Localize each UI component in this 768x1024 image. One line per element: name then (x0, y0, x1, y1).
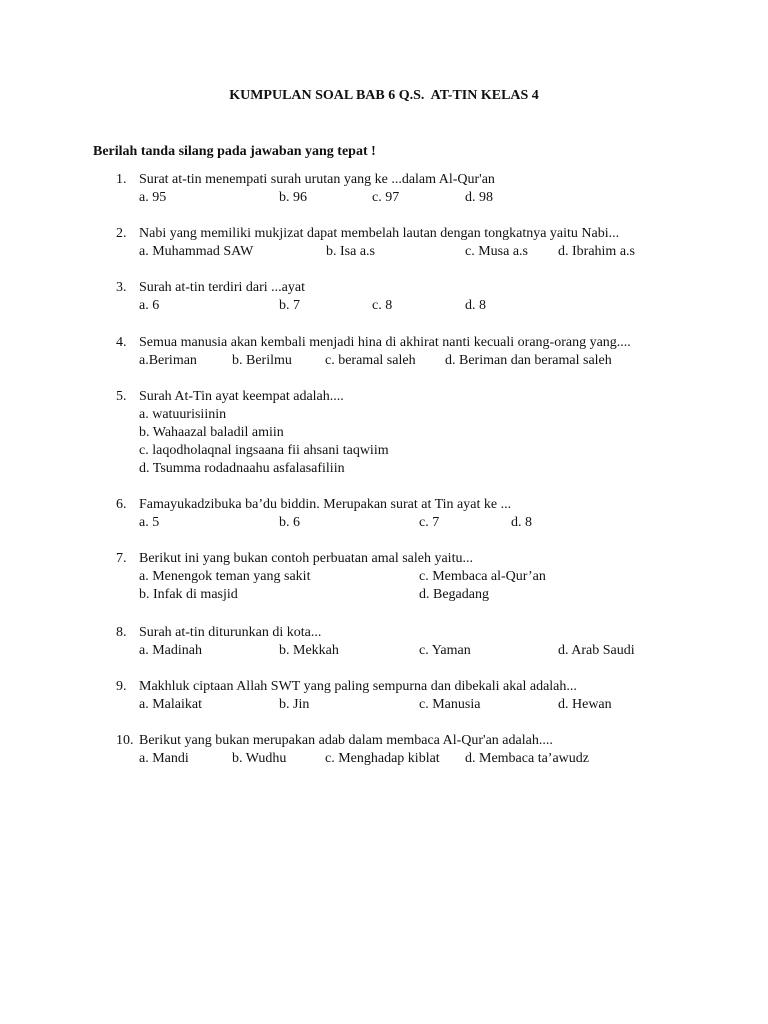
question-number: 6. (116, 497, 127, 512)
option-c: c. Menghadap kiblat (325, 751, 440, 766)
question-text: Surah At-Tin ayat keempat adalah.... (139, 389, 344, 404)
option-c: c. 7 (419, 515, 440, 530)
option-b: b. 7 (279, 298, 300, 313)
question-text: Surah at-tin diturunkan di kota... (139, 625, 322, 640)
option-b: b. Wudhu (232, 751, 287, 766)
option-b: b. 96 (279, 190, 307, 205)
option-d: d. Beriman dan beramal saleh (445, 353, 612, 368)
option-d: d. Arab Saudi (558, 643, 635, 658)
question-text: Famayukadzibuka ba’du biddin. Merupakan surat at Tin ayat ke ... (139, 497, 512, 512)
question-number: 8. (116, 625, 127, 640)
option-a: a. Malaikat (139, 697, 202, 712)
option-d: d. Membaca ta’awudz (465, 751, 589, 766)
option-c: c. Yaman (419, 643, 471, 658)
option-a: a. 5 (139, 515, 160, 530)
question-number: 3. (116, 280, 127, 295)
option-c: c. Manusia (419, 697, 481, 712)
option-a: a. Muhammad SAW (139, 244, 254, 259)
option-b: b. Jin (279, 697, 310, 712)
question-number: 9. (116, 679, 127, 694)
question-text: Berikut yang bukan merupakan adab dalam membaca Al-Qur'an adalah.... (139, 733, 553, 748)
option-a: a. Menengok teman yang sakit (139, 569, 311, 584)
option-b: b. Infak di masjid (139, 587, 238, 602)
option-b: b. 6 (279, 515, 300, 530)
option-d: d. 8 (511, 515, 532, 530)
option-a: a. 6 (139, 298, 160, 313)
question-text: Nabi yang memiliki mukjizat dapat membelah lautan dengan tongkatnya yaitu Nabi... (139, 226, 620, 241)
question-number: 10. (116, 733, 134, 748)
option-b: b. Berilmu (232, 353, 292, 368)
option-c: c. 97 (372, 190, 400, 205)
question-text: Surah at-tin terdiri dari ...ayat (139, 280, 305, 295)
option-a: a. 95 (139, 190, 167, 205)
option-d: d. Hewan (558, 697, 612, 712)
option-a: a.Beriman (139, 353, 197, 368)
option-a: a. Madinah (139, 643, 202, 658)
option-c: c. Membaca al-Qur’an (419, 569, 546, 584)
option-c: c. 8 (372, 298, 393, 313)
option-b: b. Wahaazal baladil amiin (139, 425, 284, 440)
question-text: Surat at-tin menempati surah urutan yang ke ...dalam Al-Qur'an (139, 172, 495, 187)
option-d: d. Begadang (419, 587, 489, 602)
question-number: 1. (116, 172, 127, 187)
option-d: d. 8 (465, 298, 486, 313)
option-c: c. Musa a.s (465, 244, 528, 259)
instruction-text: Berilah tanda silang pada jawaban yang tepat ! (93, 144, 376, 159)
option-b: b. Isa a.s (326, 244, 375, 259)
option-b: b. Mekkah (279, 643, 339, 658)
option-c: c. laqodholaqnal ingsaana fii ahsani taqwiim (139, 443, 389, 458)
option-d: d. Tsumma rodadnaahu asfalasafiliin (139, 461, 345, 476)
question-text: Berikut ini yang bukan contoh perbuatan amal saleh yaitu... (139, 551, 473, 566)
option-c: c. beramal saleh (325, 353, 416, 368)
option-d: d. 98 (465, 190, 493, 205)
question-text: Makhluk ciptaan Allah SWT yang paling sempurna dan dibekali akal adalah... (139, 679, 577, 694)
question-number: 4. (116, 335, 127, 350)
option-a: a. watuurisiinin (139, 407, 227, 422)
option-d: d. Ibrahim a.s (558, 244, 635, 259)
question-number: 5. (116, 389, 127, 404)
question-number: 2. (116, 226, 127, 241)
question-text: Semua manusia akan kembali menjadi hina di akhirat nanti kecuali orang-orang yang.... (139, 335, 631, 350)
option-a: a. Mandi (139, 751, 189, 766)
question-number: 7. (116, 551, 127, 566)
page-title: KUMPULAN SOAL BAB 6 Q.S. AT-TIN KELAS 4 (229, 88, 539, 103)
